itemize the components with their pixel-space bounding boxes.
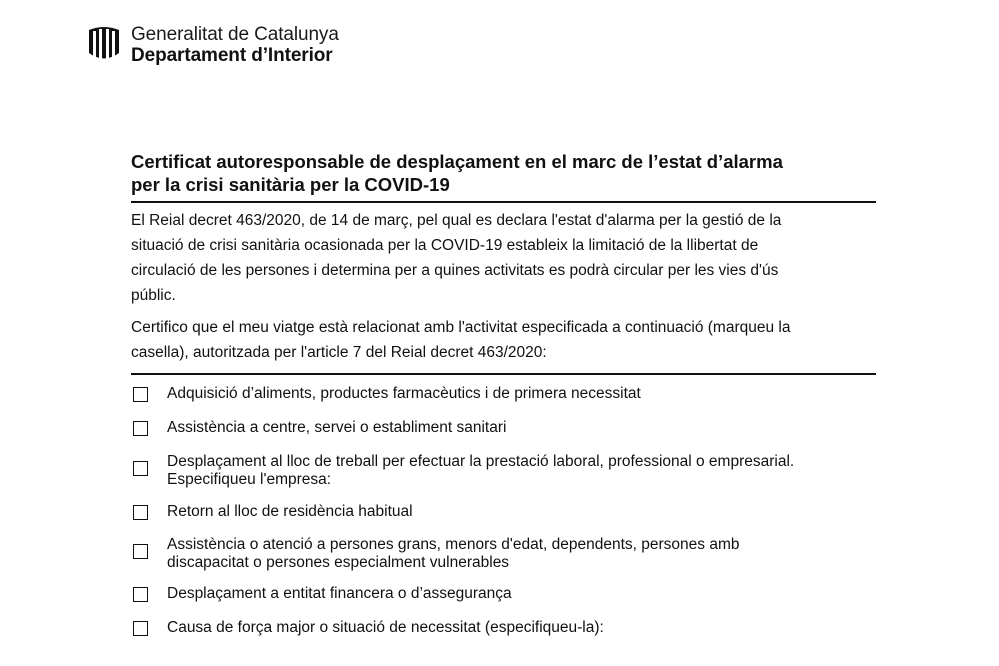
option-care-vulnerable[interactable] [133,536,887,572]
option-label [167,536,887,572]
paragraph-line: situació de crisi sanitària ocasionada per la COVID-19 estableix la limitació de la llibertat de [131,237,759,254]
department-name: Departament d’Interior [131,45,333,66]
option-force-majeure[interactable] [133,619,887,637]
option-label-line: Retorn al lloc de residència habitual [167,503,413,520]
document-title-line-1: Certificat autoresponsable de desplaçament en el marc de l’estat d’alarma [131,151,783,172]
checkbox[interactable] [133,544,148,559]
option-label-line: Assistència o atenció a persones grans, menors d'edat, dependents, persones amb [167,536,740,553]
option-label-line: discapacitat o persones especialment vulnerables [167,554,510,571]
option-label [167,503,887,521]
option-label [167,419,887,437]
option-label-line: Especifiqueu l'empresa: [167,471,332,488]
checkbox[interactable] [133,461,148,476]
legal-basis-paragraph [131,208,876,308]
paragraph-line: públic. [131,287,176,304]
option-health-centre[interactable] [133,419,887,437]
checkbox[interactable] [133,421,148,436]
option-label-line: Causa de força major o situació de necessitat (especifiqueu-la): [167,619,604,636]
option-food-pharmacy[interactable] [133,385,887,403]
checkbox[interactable] [133,587,148,602]
document-title-line-2: per la crisi sanitària per la COVID-19 [131,174,450,195]
certification-paragraph [131,315,876,365]
option-label [167,385,887,403]
option-workplace-travel[interactable] [133,453,887,489]
option-label [167,585,887,603]
organization-block [131,24,339,66]
option-financial-entity[interactable] [133,585,887,603]
option-return-home[interactable] [133,503,887,521]
document-header [86,24,339,66]
checkbox[interactable] [133,621,148,636]
document-title [131,150,871,196]
paragraph-line: Certifico que el meu viatge està relacionat amb l'activitat especificada a continuació (marqueu la [131,319,791,336]
option-label-line: Desplaçament a entitat financera o d’assegurança [167,585,512,602]
option-label [167,453,887,489]
checkbox[interactable] [133,387,148,402]
option-label-line: Adquisició d’aliments, productes farmacèutics i de primera necessitat [167,385,641,402]
paragraph-line: circulació de les persones i determina per a quines activitats es podrà circular per les vies d'ús [131,262,779,279]
checkbox[interactable] [133,505,148,520]
title-divider [131,201,876,203]
options-divider [131,373,876,375]
option-label-line: Assistència a centre, servei o establiment sanitari [167,419,507,436]
catalonia-government-logo-icon [86,25,122,65]
paragraph-line: casella), autoritzada per l'article 7 del Reial decret 463/2020: [131,344,547,361]
paragraph-line: El Reial decret 463/2020, de 14 de març, pel qual es declara l'estat d'alarma per la gestió de la [131,212,782,229]
option-label [167,619,887,637]
organization-name: Generalitat de Catalunya [131,24,339,45]
option-label-line: Desplaçament al lloc de treball per efectuar la prestació laboral, professional o empresarial. [167,453,795,470]
